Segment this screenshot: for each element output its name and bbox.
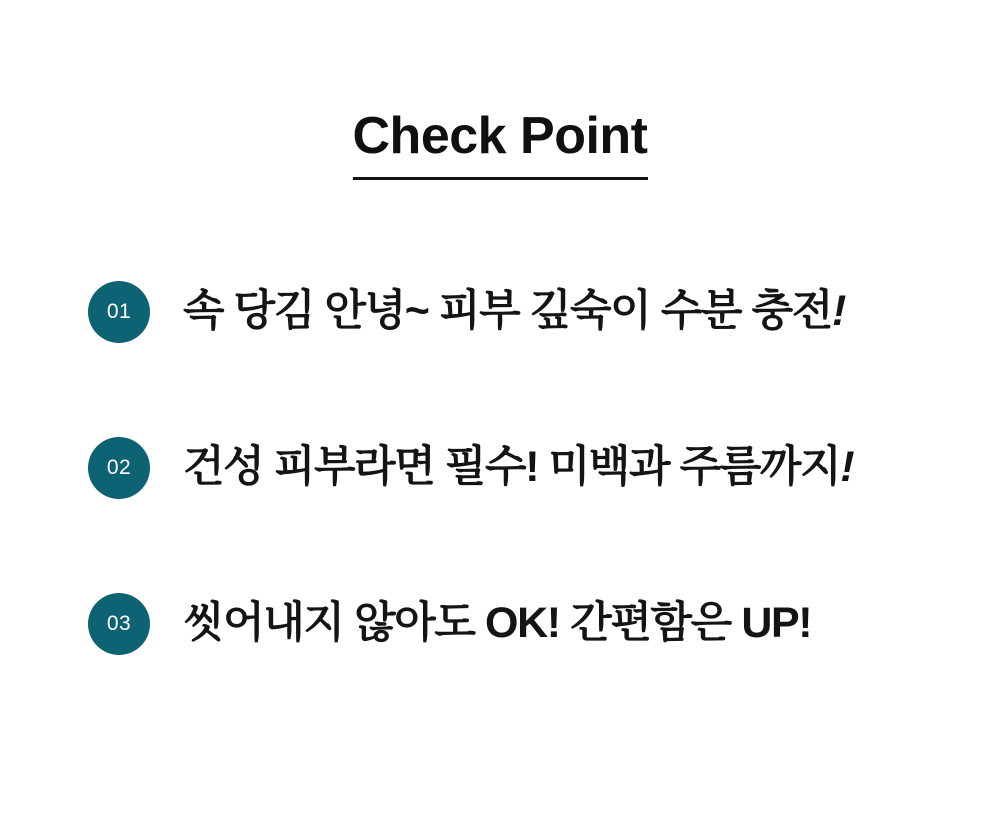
check-point-text-main: 속 당김 안녕~ 피부 깊숙이 수분 충전	[183, 287, 832, 336]
check-point-text-main: 씻어내지 않아도 OK! 간편함은 UP!	[183, 599, 812, 648]
check-point-text	[183, 442, 853, 494]
check-point-number-badge: 01	[88, 281, 150, 343]
check-point-list	[88, 262, 928, 674]
check-point-number-badge: 03	[88, 593, 150, 655]
list-item	[88, 262, 928, 362]
page-title: Check Point	[353, 108, 648, 180]
check-point-text-main: 건성 피부라면 필수! 미백과 주름까지	[183, 443, 841, 492]
list-item	[88, 574, 928, 674]
check-point-text	[183, 286, 845, 338]
check-point-number-badge: 02	[88, 437, 150, 499]
check-point-text-emphasis: !	[831, 287, 845, 336]
check-point-text-emphasis: !	[840, 443, 854, 492]
page-title-container	[0, 108, 1000, 180]
list-item	[88, 418, 928, 518]
check-point-text	[183, 598, 811, 650]
